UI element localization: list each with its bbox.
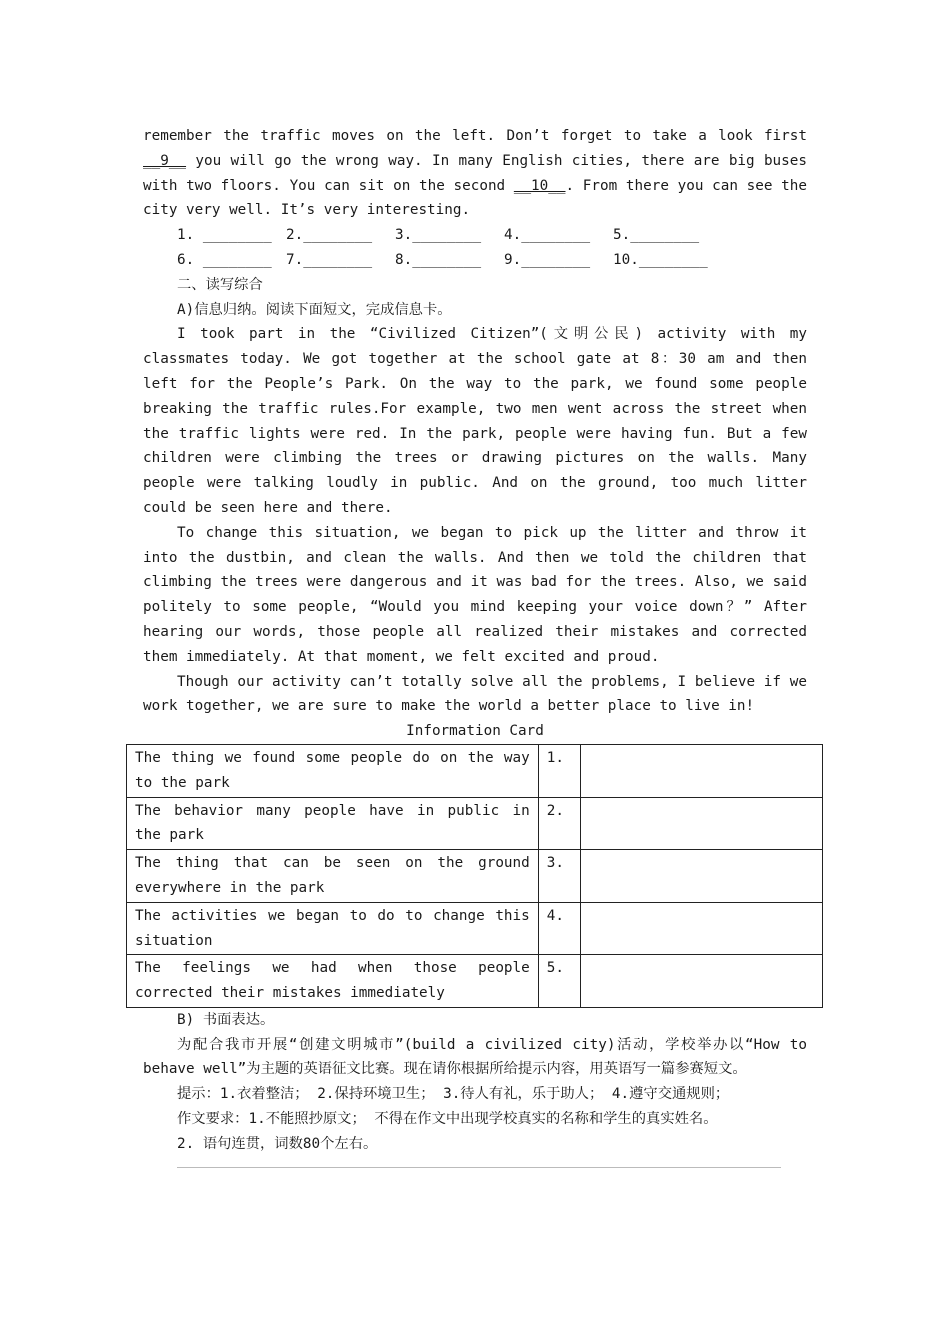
card-number: 4. bbox=[538, 902, 580, 955]
intro-text-2: you will go the wrong way. In many English cities, there are big buses with two floors. You can sit on the second bbox=[143, 152, 807, 194]
passage-paragraph-2: To change this situation, we began to pick up the litter and throw it into the dustbin, and clean the walls. And then we told the children that climbing the trees were dangerous and it was bad for the trees. Also, we said politely to some people, “Would you mind keeping your voice down？” After hearing our words, those people all realized their mistakes and corrected them immediately. At that moment, we felt excited and proud. bbox=[143, 524, 807, 665]
writing-line[interactable] bbox=[177, 1167, 781, 1168]
card-answer-cell[interactable] bbox=[580, 850, 822, 903]
card-answer-cell[interactable] bbox=[580, 955, 822, 1008]
card-question: The activities we began to do to change this situation bbox=[127, 902, 539, 955]
part-a-instruction: A)信息归纳。阅读下面短文，完成信息卡。 bbox=[177, 301, 452, 318]
card-title: Information Card bbox=[406, 723, 544, 740]
answer-row-2 bbox=[143, 248, 807, 273]
answer-blank-8[interactable]: 8.________ bbox=[395, 251, 482, 268]
part-b-heading: B) 书面表达。 bbox=[177, 1011, 275, 1028]
answer-row-1 bbox=[143, 223, 807, 248]
card-number: 3. bbox=[538, 850, 580, 903]
table-row bbox=[127, 744, 823, 797]
answer-blank-4[interactable]: 4.________ bbox=[504, 227, 591, 244]
card-number: 1. bbox=[538, 744, 580, 797]
intro-paragraph bbox=[143, 124, 807, 223]
table-row bbox=[127, 902, 823, 955]
part-b-requirements: 作文要求：1.不能照抄原文； 不得在作文中出现学校真实的名称和学生的真实姓名。 bbox=[177, 1111, 718, 1128]
part-b-instruction: 为配合我市开展“创建文明城市”(build a civilized city)活动，学校举办以“How to behave well”为主题的英语征文比赛。现在请你根据所给提示内容，用英语写一篇参赛短文。 bbox=[143, 1036, 807, 1078]
answer-blank-2[interactable]: 2.________ bbox=[286, 227, 373, 244]
table-row bbox=[127, 955, 823, 1008]
answer-blank-3[interactable]: 3.________ bbox=[395, 227, 482, 244]
card-answer-cell[interactable] bbox=[580, 744, 822, 797]
table-row bbox=[127, 797, 823, 850]
card-question: The thing we found some people do on the way to the park bbox=[127, 744, 539, 797]
blank-10: __10__ bbox=[513, 177, 566, 194]
answer-blank-10[interactable]: 10.________ bbox=[613, 251, 708, 268]
card-number: 2. bbox=[538, 797, 580, 850]
answer-blank-1[interactable]: 1. ________ bbox=[177, 227, 272, 244]
blank-9: __9__ bbox=[143, 152, 187, 169]
answer-blank-9[interactable]: 9.________ bbox=[504, 251, 591, 268]
intro-text-3: . From there you can see the city very well. It’s very interesting. bbox=[143, 177, 807, 219]
card-number: 5. bbox=[538, 955, 580, 1008]
card-answer-cell[interactable] bbox=[580, 902, 822, 955]
document-page bbox=[135, 124, 807, 1168]
part-b-requirement-2: 2. 语句连贯，词数80个左右。 bbox=[177, 1135, 378, 1152]
information-card-table bbox=[126, 744, 823, 1008]
table-row bbox=[127, 850, 823, 903]
card-question: The thing that can be seen on the ground everywhere in the park bbox=[127, 850, 539, 903]
passage-paragraph-1: I took part in the “Civilized Citizen”(文明公民) activity with my classmates today. We got together at the school gate at 8：30 am and then left for the People’s Park. On the way to the park, we found some people breaking the traffic rules.For example, two men went across the street when the traffic lights were red. In the park, people were having fun. But a few children were climbing the trees or drawing pictures on the walls. Many people were talking loudly in public. And on the ground, too much litter could be seen here and there. bbox=[143, 326, 807, 516]
intro-text-1: remember the traffic moves on the left. Don’t forget to take a look first bbox=[143, 128, 807, 144]
part-b-hints: 提示：1.衣着整洁； 2.保持环境卫生； 3.待人有礼，乐于助人； 4.遵守交通规则； bbox=[177, 1086, 730, 1103]
passage-paragraph-3: Though our activity can’t totally solve all the problems, I believe if we work together, we are sure to make the world a better place to live in! bbox=[143, 673, 807, 715]
card-question: The feelings we had when those people corrected their mistakes immediately bbox=[127, 955, 539, 1008]
answer-blank-6[interactable]: 6. ________ bbox=[177, 251, 272, 268]
answer-blank-5[interactable]: 5.________ bbox=[613, 227, 700, 244]
card-answer-cell[interactable] bbox=[580, 797, 822, 850]
section-heading: 二、读写综合 bbox=[177, 276, 263, 293]
card-question: The behavior many people have in public in the park bbox=[127, 797, 539, 850]
answer-blank-7[interactable]: 7.________ bbox=[286, 251, 373, 268]
